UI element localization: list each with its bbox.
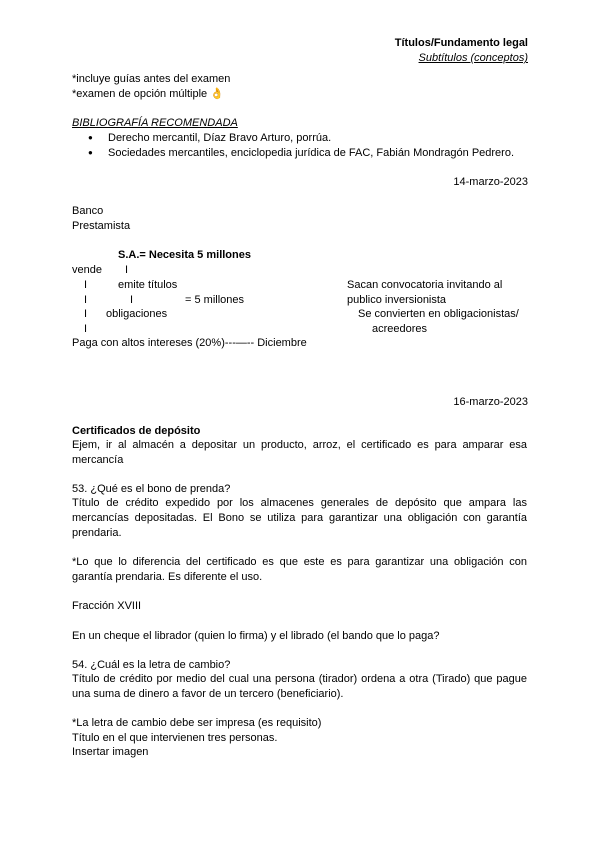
- paragraph-line: una suma de dinero a favor de un tercero (beneficiario).: [72, 688, 344, 700]
- bibliography-item: [88, 131, 331, 145]
- date-16-marzo: 16-marzo-2023: [453, 396, 528, 408]
- certificados-heading: Certificados de depósito: [72, 425, 201, 437]
- vende-label: vende: [72, 264, 102, 276]
- paga-intereses: Paga con altos intereses (20%)---—-- Diciembre: [72, 337, 307, 349]
- bibliography-item: [88, 146, 514, 160]
- bibliography-heading: BIBLIOGRAFÍA RECOMENDADA: [72, 117, 238, 129]
- bibliography-item-text: Derecho mercantil, Díaz Bravo Arturo, porrúa.: [108, 132, 332, 144]
- convierten-line1: Se convierten en obligacionistas/: [358, 308, 519, 320]
- question-54: 54. ¿Cuál es la letra de cambio?: [72, 659, 231, 671]
- page-subtitle: Subtítulos (conceptos): [418, 52, 528, 64]
- cinco-millones: = 5 millones: [185, 294, 245, 306]
- answer-54: [72, 672, 527, 702]
- letra-note: *La letra de cambio debe ser impresa (es requisito): [72, 717, 322, 729]
- diagram-bar: I: [84, 294, 88, 306]
- date-14-marzo: 14-marzo-2023: [453, 176, 528, 188]
- paragraph-line: mercancía: [72, 454, 124, 466]
- paragraph-line: Ejem, ir al almacén a depositar un producto, arroz, el certificado es para amparar esa: [72, 439, 527, 451]
- sa-heading: S.A.= Necesita 5 millones: [118, 249, 251, 261]
- diagram-bar: I: [84, 279, 88, 291]
- page-title: Títulos/Fundamento legal: [394, 37, 528, 49]
- emite-titulos: emite títulos: [118, 279, 178, 291]
- diagram-bar: I: [130, 294, 134, 306]
- diagram-bar: I: [125, 264, 129, 276]
- paragraph-line: Título de crédito por medio del cual una persona (tirador) ordena a otra (Tirado) que pague: [72, 673, 527, 685]
- note-guides: *incluye guías antes del examen: [72, 73, 231, 85]
- question-53: 53. ¿Qué es el bono de prenda?: [72, 483, 231, 495]
- obligaciones-label: obligaciones: [106, 308, 168, 320]
- paragraph-line: prendaria.: [72, 527, 122, 539]
- banco-label: Banco: [72, 205, 104, 217]
- note-exam: *examen de opción múltiple 👌: [72, 88, 224, 100]
- convierten-line2: acreedores: [372, 323, 428, 335]
- certificados-paragraph: [72, 438, 527, 468]
- paragraph-line: *Lo que lo diferencia del certificado es que este es para garantizar una obligación con: [72, 556, 527, 568]
- difference-note: [72, 555, 527, 585]
- tres-personas: Título en el que intervienen tres personas.: [72, 732, 278, 744]
- convocatoria-line1: Sacan convocatoria invitando al: [347, 279, 503, 291]
- answer-53: [72, 496, 527, 541]
- paragraph-line: Título de crédito expedido por los almacenes generales de depósito que ampara las: [72, 497, 527, 509]
- diagram-bar: I: [84, 308, 88, 320]
- fraccion-label: Fracción XVIII: [72, 600, 142, 612]
- prestamista-label: Prestamista: [72, 220, 131, 232]
- paragraph-line: garantía prendaria. Es diferente el uso.: [72, 571, 263, 583]
- diagram-bar: I: [84, 323, 88, 335]
- convocatoria-line2: publico inversionista: [347, 294, 447, 306]
- cheque-note: En un cheque el librador (quien lo firma) y el librado (el bando que lo paga?: [72, 630, 440, 642]
- insertar-imagen: Insertar imagen: [72, 746, 149, 758]
- paragraph-line: mercancías depositadas. El Bono se utiliza para garantizar una obligación con garantía: [72, 512, 527, 524]
- bibliography-item-text: Sociedades mercantiles, enciclopedia jurídica de FAC, Fabián Mondragón Pedrero.: [108, 147, 515, 159]
